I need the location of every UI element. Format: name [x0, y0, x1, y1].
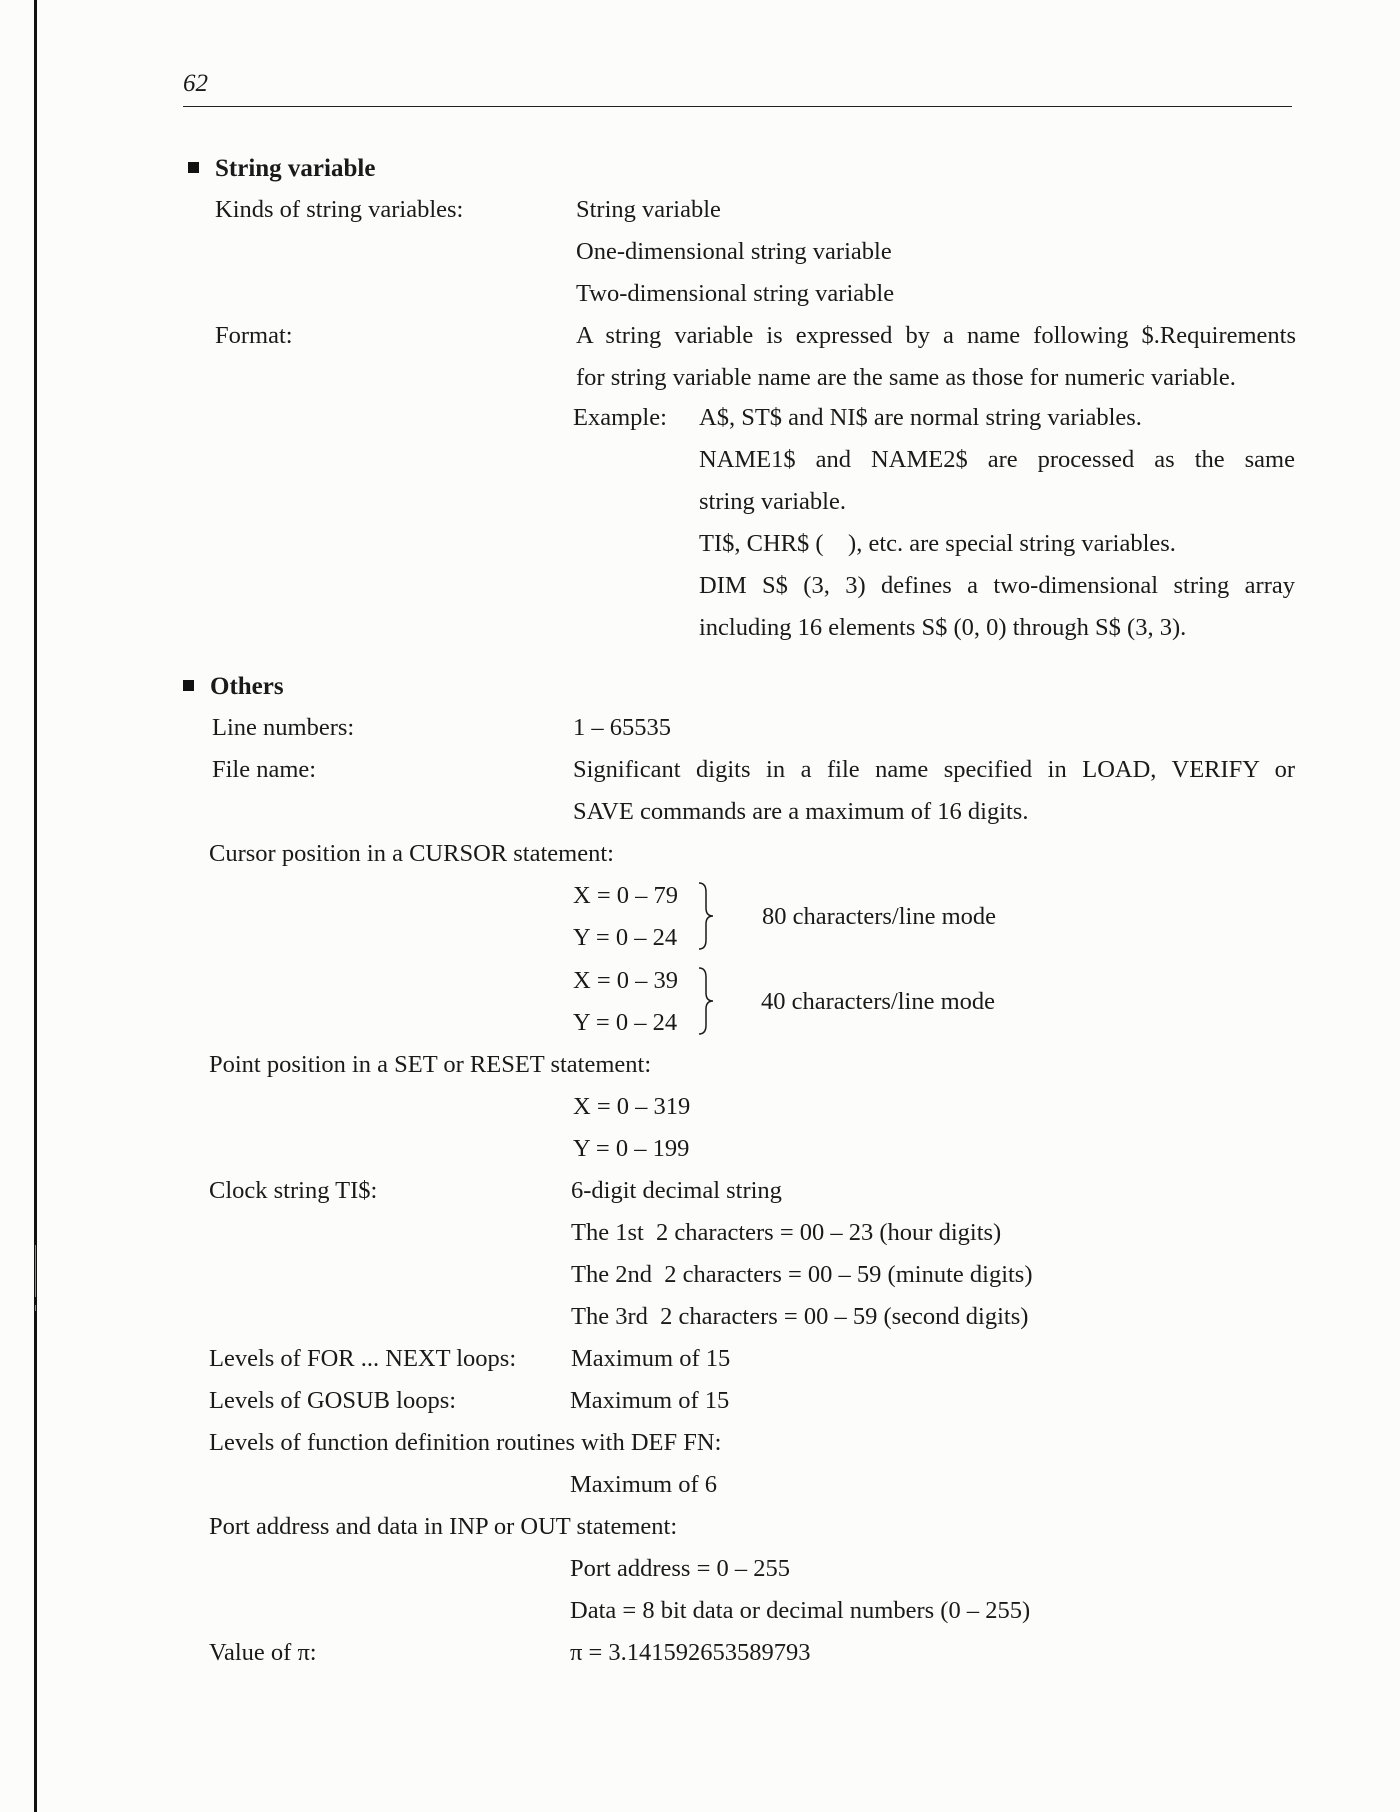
right-brace-icon: [697, 880, 717, 952]
format-label: Format:: [215, 322, 293, 349]
example-text: DIM S$ (3, 3) defines a two-dimensional string array: [699, 572, 1295, 599]
port-address: Port address = 0 – 255: [570, 1555, 791, 1582]
example-text: including 16 elements S$ (0, 0) through S$ (3, 3).: [699, 614, 1187, 641]
cursor-80-y: Y = 0 – 24: [573, 924, 678, 951]
pi-label: Value of π:: [209, 1639, 317, 1666]
point-label: Point position in a SET or RESET statement:: [209, 1051, 652, 1078]
binding-mark: [35, 1305, 36, 1311]
bullet-icon: [188, 162, 199, 173]
file-name-label: File name:: [212, 756, 317, 783]
cursor-label: Cursor position in a CURSOR statement:: [209, 840, 614, 867]
clock-label: Clock string TI$:: [209, 1177, 378, 1204]
point-x: X = 0 – 319: [573, 1093, 691, 1120]
section-heading-string-variable: String variable: [215, 155, 376, 182]
line-numbers-label: Line numbers:: [212, 714, 355, 741]
clock-text: The 2nd 2 characters = 00 – 59 (minute digits): [571, 1261, 1033, 1288]
example-text: string variable.: [699, 488, 846, 515]
cursor-40-y: Y = 0 – 24: [573, 1009, 678, 1036]
page-number: 62: [183, 70, 208, 97]
cursor-40-mode: 40 characters/line mode: [761, 988, 996, 1015]
gosub-value: Maximum of 15: [570, 1387, 730, 1414]
kinds-label: Kinds of string variables:: [215, 196, 464, 223]
right-brace-icon: [697, 965, 717, 1037]
port-label: Port address and data in INP or OUT statement:: [209, 1513, 678, 1540]
binding-mark: [35, 1245, 36, 1297]
clock-text: The 1st 2 characters = 00 – 23 (hour digits): [571, 1219, 1002, 1246]
example-text: NAME1$ and NAME2$ are processed as the same: [699, 446, 1295, 473]
line-numbers-value: 1 – 65535: [573, 714, 671, 741]
format-text: A string variable is expressed by a name following $.Requirements: [576, 322, 1296, 349]
cursor-80-mode: 80 characters/line mode: [762, 903, 997, 930]
kinds-item: Two-dimensional string variable: [576, 280, 895, 307]
file-name-text: SAVE commands are a maximum of 16 digits.: [573, 798, 1029, 825]
cursor-40-x: X = 0 – 39: [573, 967, 679, 994]
kinds-item: One-dimensional string variable: [576, 238, 892, 265]
clock-text: 6-digit decimal string: [571, 1177, 782, 1204]
file-name-text: Significant digits in a file name specified in LOAD, VERIFY or: [573, 756, 1295, 783]
point-y: Y = 0 – 199: [573, 1135, 690, 1162]
def-fn-value: Maximum of 6: [570, 1471, 717, 1498]
pi-value: π = 3.141592653589793: [570, 1639, 811, 1666]
page-binding-edge: [34, 0, 37, 1812]
gosub-label: Levels of GOSUB loops:: [209, 1387, 457, 1414]
cursor-80-x: X = 0 – 79: [573, 882, 679, 909]
def-fn-label: Levels of function definition routines with DEF FN:: [209, 1429, 722, 1456]
clock-text: The 3rd 2 characters = 00 – 59 (second digits): [571, 1303, 1029, 1330]
port-data: Data = 8 bit data or decimal numbers (0 – 255): [570, 1597, 1031, 1624]
for-next-label: Levels of FOR ... NEXT loops:: [209, 1345, 517, 1372]
format-text: for string variable name are the same as those for numeric variable.: [576, 364, 1236, 391]
section-heading-others: Others: [210, 673, 284, 700]
for-next-value: Maximum of 15: [571, 1345, 731, 1372]
example-text: TI$, CHR$ ( ), etc. are special string variables.: [699, 530, 1176, 557]
header-rule: [183, 106, 1292, 107]
kinds-item: String variable: [576, 196, 721, 223]
example-label: Example:: [573, 404, 667, 431]
bullet-icon: [183, 680, 194, 691]
example-text: A$, ST$ and NI$ are normal string variables.: [699, 404, 1142, 431]
